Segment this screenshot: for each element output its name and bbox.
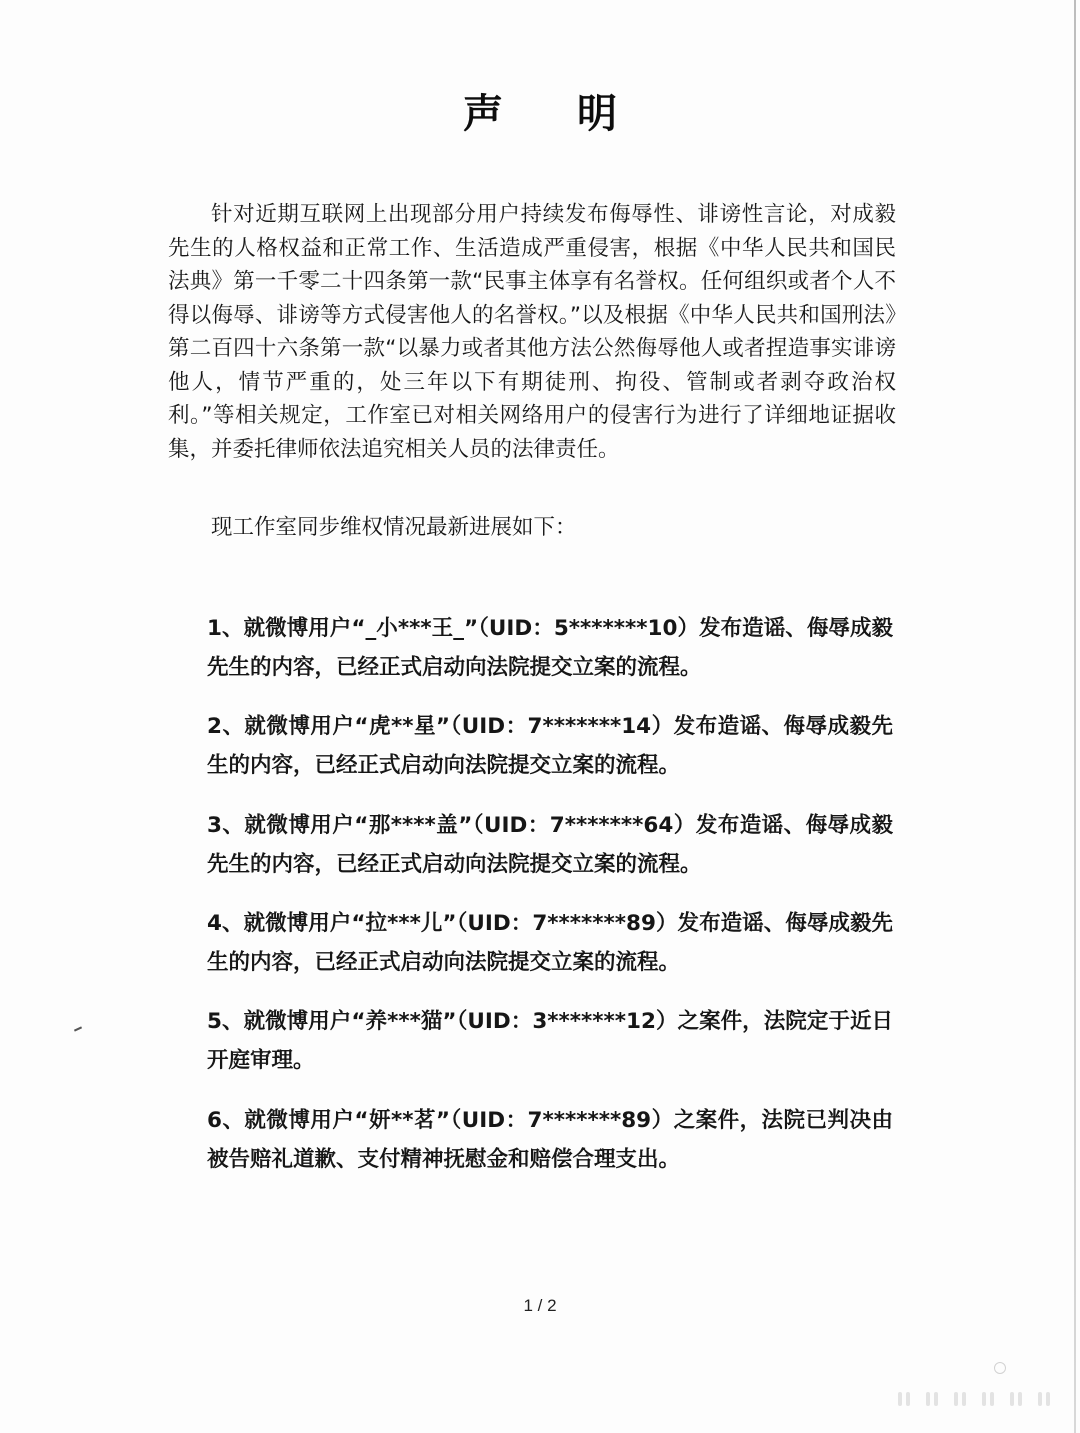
scroll-indicator-bar [1038,1392,1042,1406]
scroll-indicator-bar [990,1392,994,1406]
progress-item: 2、就微博用户“虎**星”（UID：7*******14）发布造谣、侮辱成毅先生的内容，已经正式启动向法院提交立案的流程。 [207,714,893,778]
scroll-indicator-bar [934,1392,938,1406]
scroll-indicator-bar [898,1392,902,1406]
document-title: 声 明 [463,91,647,137]
scroll-indicator-bar [954,1392,958,1406]
circle-icon [994,1362,1006,1374]
progress-item: 6、就微博用户“妍**茗”（UID：7*******89）之案件，法院已判决由被告赔礼道歉、支付精神抚慰金和赔偿合理支出。 [207,1108,893,1172]
scroll-indicator-bar [982,1392,986,1406]
scroll-indicator-bar [1018,1392,1022,1406]
statement-paragraph: 针对近期互联网上出现部分用户持续发布侮辱性、诽谤性言论，对成毅先生的人格权益和正常工作、生活造成严重侵害，根据《中华人民共和国民法典》第一千零二十四条第一款“民事主体享有名誉权。任何组织或者个人不得以侮辱、诽谤等方式侵害他人的名誉权。”以及根据《中华人民共和国刑法》第二百四十六条第一款“以暴力或者其他方法公然侮辱他人或者捏造事实诽谤他人，情节严重的，处三年以下有期徒刑、拘役、管制或者剥夺政治权利。”等相关规定，工作室已对相关网络用户的侵害行为进行了详细地证据收集，并委托律师依法追究相关人员的法律责任。 [168,202,896,462]
progress-item: 1、就微博用户“_小***王_”（UID：5*******10）发布造谣、侮辱成毅先生的内容，已经正式启动向法院提交立案的流程。 [207,616,893,680]
scroll-indicator-bar [906,1392,910,1406]
scroll-indicator-bar [962,1392,966,1406]
progress-item: 4、就微博用户“拉***儿”（UID：7*******89）发布造谣、侮辱成毅先生的内容，已经正式启动向法院提交立案的流程。 [207,911,893,975]
scroll-indicator-bar [1010,1392,1014,1406]
scroll-indicator-bar [926,1392,930,1406]
scroll-indicator-bar [1046,1392,1050,1406]
progress-heading: 现工作室同步维权情况最新进展如下： [211,515,577,540]
page-number: 1 / 2 [523,1296,557,1315]
progress-item: 3、就微博用户“那****盖”（UID：7*******64）发布造谣、侮辱成毅先生的内容，已经正式启动向法院提交立案的流程。 [207,813,893,877]
image-scroll-indicator [896,1388,1066,1412]
progress-item: 5、就微博用户“养***猫”（UID：3*******12）之案件，法院定于近日开庭审理。 [207,1009,893,1073]
